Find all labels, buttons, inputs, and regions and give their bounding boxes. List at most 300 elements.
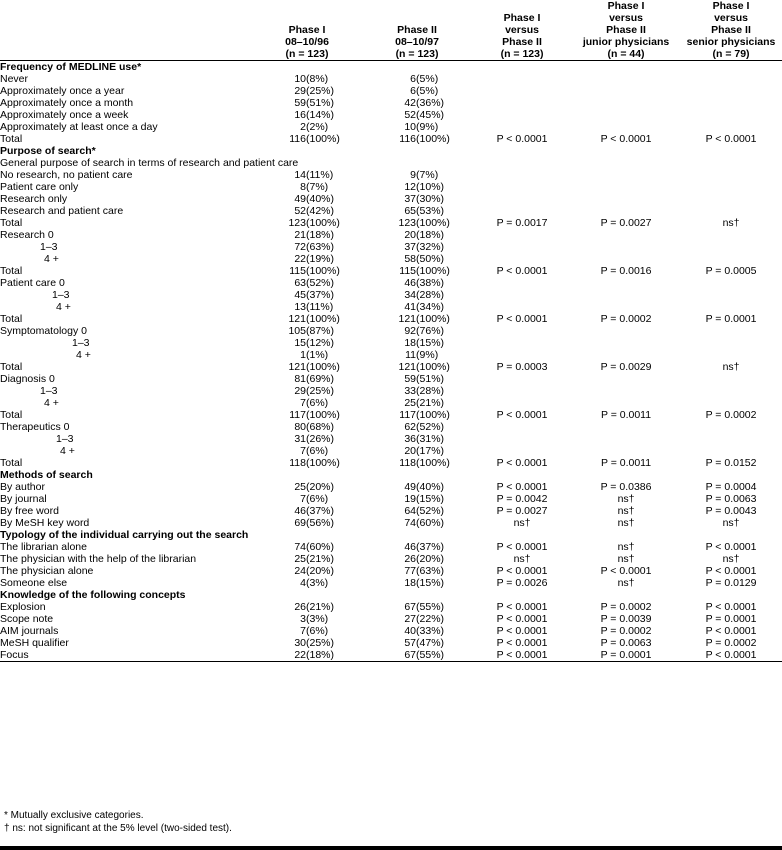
phase1-percent: (11%): [306, 301, 334, 313]
phase2-count: 65: [404, 205, 417, 217]
row-label-text: Total: [0, 409, 23, 421]
row-label-text: 1–3: [56, 433, 74, 445]
phase2-count: 33: [404, 385, 417, 397]
p-value-all: P < 0.0001: [496, 649, 548, 661]
row-label-text: Total: [0, 265, 23, 277]
phase1-count: 80: [294, 421, 306, 433]
p-value-senior: P < 0.0001: [705, 649, 757, 661]
p-value-all: [472, 73, 572, 85]
row-label: [0, 109, 252, 121]
row-label-text: By author: [0, 481, 45, 493]
row-label: [0, 193, 252, 205]
p-value-all: [472, 421, 572, 433]
p-value-junior: [572, 433, 680, 445]
phase1-count: 22: [294, 649, 306, 661]
p-value-junior: [572, 325, 680, 337]
p-value-junior: P = 0.0011: [600, 457, 652, 469]
row-label-text: 4 +: [60, 445, 75, 457]
header-line: Phase II: [711, 24, 751, 36]
phase2-count: 37: [404, 193, 417, 205]
row-label: [0, 217, 252, 229]
row-label: [0, 541, 252, 553]
phase1-percent: (18%): [306, 649, 335, 661]
phase2-count: 10: [404, 121, 417, 133]
phase1-percent: (56%): [306, 517, 335, 529]
row-label: [0, 493, 252, 505]
row-label-text: Total: [0, 457, 23, 469]
row-label: [0, 397, 252, 409]
phase2-count: 67: [404, 601, 417, 613]
p-value-senior: [680, 205, 782, 217]
phase2-count: 123: [398, 217, 417, 229]
phase1-percent: (100%): [306, 265, 340, 277]
phase1-percent: (1%): [306, 349, 329, 361]
phase1-percent: (21%): [306, 553, 335, 565]
p-value-all: P < 0.0001: [496, 541, 548, 553]
p-value-junior: ns†: [617, 505, 635, 517]
row-label-text: Total: [0, 133, 23, 145]
p-value-all: P = 0.0042: [496, 493, 548, 505]
row-label-text: Scope note: [0, 613, 54, 625]
row-label: [0, 361, 252, 373]
row-label: [0, 277, 252, 289]
phase2-percent: (17%): [416, 445, 445, 457]
p-value-junior: [572, 109, 680, 121]
p-value-senior: [680, 241, 782, 253]
row-label-text: Research 0: [0, 229, 54, 241]
row-label: [0, 229, 252, 241]
p-value-senior: [680, 73, 782, 85]
row-label: [0, 373, 252, 385]
row-label: [0, 181, 252, 193]
total-row: [0, 313, 782, 325]
phase2-percent: (38%): [416, 277, 445, 289]
row-label-text: The physician alone: [0, 565, 94, 577]
row-label-text: Approximately at least once a day: [0, 121, 158, 133]
header-line: versus: [609, 12, 643, 24]
table-row: [0, 577, 782, 589]
phase1-count: 29: [294, 85, 306, 97]
p-value-senior: P = 0.0129: [705, 577, 757, 589]
phase2-count: 18: [404, 577, 417, 589]
phase2-percent: (10%): [416, 181, 445, 193]
row-label: [0, 517, 252, 529]
p-value-senior: [680, 397, 782, 409]
phase1-percent: (3%): [306, 577, 329, 589]
p-value-all: P = 0.0026: [496, 577, 548, 589]
phase1-count: 24: [294, 565, 306, 577]
phase2-count: 74: [404, 517, 417, 529]
phase1-percent: (63%): [306, 241, 335, 253]
p-value-all: [472, 385, 572, 397]
phase1-count: 52: [294, 205, 306, 217]
phase1-percent: (18%): [306, 229, 335, 241]
header-line: junior physicians: [582, 36, 670, 48]
phase1-percent: (37%): [306, 505, 335, 517]
p-value-junior: [572, 301, 680, 313]
phase2-percent: (100%): [416, 361, 450, 373]
header-phase2: [362, 0, 472, 61]
phase1-percent: (100%): [306, 217, 340, 229]
p-value-all: [472, 277, 572, 289]
header-line: (n = 123): [500, 48, 544, 60]
row-label: [0, 97, 252, 109]
p-value-all: ns†: [513, 517, 531, 529]
row-label-text: The librarian alone: [0, 541, 87, 553]
phase2-count: 116: [399, 133, 417, 145]
phase2-count: 20: [404, 229, 417, 241]
phase2-count: 115: [399, 265, 417, 277]
row-label-text: 1–3: [52, 289, 70, 301]
section-title: Typology of the individual carrying out the search: [0, 529, 249, 541]
p-value-senior: [680, 169, 782, 181]
row-label-text: Approximately once a year: [0, 85, 125, 97]
p-value-junior: P = 0.0029: [600, 361, 652, 373]
p-value-junior: P = 0.0011: [600, 409, 652, 421]
p-value-junior: P < 0.0001: [600, 133, 652, 145]
row-label-text: 1–3: [72, 337, 90, 349]
p-value-senior: [680, 373, 782, 385]
subheading-text: General purpose of search in terms of research and patient care: [0, 157, 299, 169]
header-line: 08–10/97: [395, 36, 439, 48]
table-row: [0, 277, 782, 289]
p-value-all: P < 0.0001: [496, 625, 548, 637]
phase1-count: 7: [300, 493, 306, 505]
table-row: [0, 337, 782, 349]
phase2-percent: (15%): [416, 493, 445, 505]
p-value-junior: P = 0.0002: [600, 625, 652, 637]
p-value-senior: P < 0.0001: [705, 625, 757, 637]
row-label: [0, 253, 252, 265]
p-value-junior: P = 0.0001: [600, 649, 652, 661]
header-line: versus: [505, 24, 539, 36]
phase1-count: 69: [294, 517, 306, 529]
p-value-junior: [572, 397, 680, 409]
phase1-percent: (12%): [306, 337, 335, 349]
phase1-percent: (37%): [306, 289, 335, 301]
p-value-senior: [680, 85, 782, 97]
row-label-text: Approximately once a month: [0, 97, 134, 109]
phase2-count: 40: [404, 625, 417, 637]
phase1-percent: (26%): [306, 433, 335, 445]
row-label-text: Approximately once a week: [0, 109, 129, 121]
p-value-junior: [572, 193, 680, 205]
table-row: [0, 373, 782, 385]
phase1-count: 29: [294, 385, 306, 397]
p-value-senior: [680, 97, 782, 109]
row-label: [0, 169, 252, 181]
header-line: Phase I: [712, 0, 750, 12]
p-value-senior: [680, 193, 782, 205]
p-value-all: P < 0.0001: [496, 637, 548, 649]
p-value-all: P < 0.0001: [496, 265, 548, 277]
phase2-percent: (32%): [416, 241, 445, 253]
row-label: [0, 313, 252, 325]
header-line: Phase I: [503, 12, 541, 24]
p-value-junior: [572, 385, 680, 397]
phase2-count: 64: [404, 505, 417, 517]
phase1-percent: (8%): [306, 73, 329, 85]
phase2-percent: (52%): [416, 421, 445, 433]
row-label-text: Explosion: [0, 601, 46, 613]
phase1-percent: (11%): [306, 169, 334, 181]
phase2-count: 6: [410, 73, 417, 85]
header-compare-senior: [680, 0, 782, 61]
phase2-count: 37: [404, 241, 417, 253]
p-value-junior: [572, 445, 680, 457]
phase2-count: 18: [404, 337, 417, 349]
phase1-count: 22: [294, 253, 306, 265]
total-row: [0, 265, 782, 277]
row-label-text: Total: [0, 361, 23, 373]
row-label: [0, 289, 252, 301]
p-value-senior: [680, 349, 782, 361]
row-label: [0, 445, 252, 457]
p-value-senior: [680, 277, 782, 289]
table-row: [0, 109, 782, 121]
section-title: Knowledge of the following concepts: [0, 589, 186, 601]
p-value-senior: P = 0.0002: [705, 637, 757, 649]
header-line: (n = 123): [395, 48, 439, 60]
p-value-all: [472, 433, 572, 445]
row-label-text: Patient care 0: [0, 277, 65, 289]
table-row: [0, 325, 782, 337]
row-label: [0, 505, 252, 517]
phase2-percent: (21%): [416, 397, 445, 409]
p-value-senior: [680, 337, 782, 349]
p-value-senior: P = 0.0005: [705, 265, 757, 277]
table-row: [0, 445, 782, 457]
phase1-count: 7: [300, 445, 306, 457]
row-label-text: AIM journals: [0, 625, 59, 637]
subheading-row: [0, 157, 782, 169]
table-row: [0, 301, 782, 313]
p-value-senior: [680, 445, 782, 457]
row-label: [0, 73, 252, 85]
table-header: [0, 0, 782, 61]
phase2-count: 117: [399, 409, 417, 421]
phase2-count: 12: [404, 181, 417, 193]
p-value-junior: [572, 97, 680, 109]
phase2-percent: (53%): [416, 205, 445, 217]
table-row: [0, 517, 782, 529]
phase1-percent: (87%): [306, 325, 335, 337]
phase2-percent: (20%): [416, 553, 445, 565]
table-row: [0, 349, 782, 361]
phase1-count: 115: [289, 265, 306, 277]
row-label: [0, 325, 252, 337]
p-value-all: [472, 349, 572, 361]
phase1-count: 81: [294, 373, 306, 385]
phase2-percent: (9%): [416, 121, 439, 133]
phase2-count: 52: [404, 109, 417, 121]
row-label-text: 4 +: [76, 349, 91, 361]
table-row: [0, 541, 782, 553]
phase2-count: 67: [404, 649, 417, 661]
p-value-all: [472, 85, 572, 97]
bottom-rule: [0, 846, 782, 850]
table-row: [0, 229, 782, 241]
header-phase1: [252, 0, 362, 61]
p-value-senior: [680, 229, 782, 241]
table-row: [0, 241, 782, 253]
p-value-all: [472, 229, 572, 241]
row-label-text: Research and patient care: [0, 205, 124, 217]
row-label-text: No research, no patient care: [0, 169, 133, 181]
phase1-count: 3: [300, 613, 306, 625]
row-label-text: Diagnosis 0: [0, 373, 55, 385]
p-value-junior: [572, 169, 680, 181]
p-value-junior: [572, 85, 680, 97]
phase1-count: 14: [294, 169, 306, 181]
header-line: Phase I: [607, 0, 645, 12]
phase1-count: 4: [300, 577, 306, 589]
phase1-percent: (40%): [306, 193, 335, 205]
phase1-count: 30: [294, 637, 306, 649]
row-label: [0, 649, 252, 662]
phase1-count: 2: [300, 121, 306, 133]
phase2-percent: (22%): [416, 613, 445, 625]
phase1-percent: (6%): [306, 493, 329, 505]
table-row: [0, 505, 782, 517]
phase2-count: 62: [404, 421, 417, 433]
row-label: [0, 433, 252, 445]
phase2-count: 25: [404, 397, 417, 409]
phase2-count: 19: [404, 493, 417, 505]
phase2-count: 41: [404, 301, 417, 313]
phase1-count: 21: [294, 229, 306, 241]
p-value-junior: [572, 277, 680, 289]
phase1-count: 7: [300, 625, 306, 637]
table-row: [0, 493, 782, 505]
phase2-count: 36: [404, 433, 417, 445]
phase2-percent: (100%): [416, 313, 450, 325]
phase2-percent: (31%): [416, 433, 445, 445]
p-value-all: [472, 289, 572, 301]
phase2-percent: (100%): [416, 409, 450, 421]
total-row: [0, 133, 782, 145]
phase2-count: 59: [404, 373, 417, 385]
row-label: [0, 385, 252, 397]
p-value-senior: ns†: [722, 361, 740, 373]
phase1-percent: (25%): [306, 85, 335, 97]
p-value-all: P < 0.0001: [496, 481, 548, 493]
row-label: [0, 553, 252, 565]
phase1-count: 123: [288, 217, 306, 229]
row-label-text: 4 +: [44, 253, 59, 265]
table-row: [0, 481, 782, 493]
p-value-junior: P = 0.0063: [600, 637, 652, 649]
phase1-count: 16: [294, 109, 306, 121]
section-title: Frequency of MEDLINE use*: [0, 61, 142, 73]
phase1-percent: (100%): [306, 457, 340, 469]
p-value-senior: P = 0.0001: [705, 613, 757, 625]
section-title: Purpose of search*: [0, 145, 96, 157]
phase2-percent: (28%): [416, 289, 445, 301]
row-label: [0, 481, 252, 493]
phase1-count: 26: [294, 601, 306, 613]
phase1-percent: (21%): [306, 601, 335, 613]
total-row: [0, 217, 782, 229]
phase2-count: 46: [404, 541, 417, 553]
table-row: [0, 601, 782, 613]
phase1-count: 31: [294, 433, 306, 445]
p-value-senior: [680, 121, 782, 133]
table-row: [0, 205, 782, 217]
phase1-percent: (60%): [306, 541, 335, 553]
phase1-count: 1: [300, 349, 306, 361]
p-value-all: [472, 181, 572, 193]
phase1-percent: (100%): [306, 313, 340, 325]
row-label-text: Someone else: [0, 577, 68, 589]
phase2-percent: (40%): [416, 481, 445, 493]
row-label: [0, 121, 252, 133]
table-row: [0, 421, 782, 433]
phase1-count: 72: [294, 241, 306, 253]
section-header-row: [0, 529, 782, 541]
p-value-junior: P = 0.0039: [600, 613, 652, 625]
section-title: Methods of search: [0, 469, 93, 481]
row-label-text: 4 +: [44, 397, 59, 409]
p-value-junior: [572, 241, 680, 253]
phase2-percent: (100%): [416, 217, 450, 229]
phase2-percent: (15%): [416, 577, 445, 589]
p-value-senior: P = 0.0004: [705, 481, 757, 493]
p-value-senior: [680, 109, 782, 121]
footnote-mutually-exclusive: * Mutually exclusive categories.: [4, 810, 144, 821]
phase1-count: 63: [294, 277, 306, 289]
phase2-percent: (33%): [416, 625, 445, 637]
row-label: [0, 637, 252, 649]
phase2-percent: (45%): [416, 109, 445, 121]
footnotes: [4, 809, 232, 835]
row-label-text: 1–3: [40, 385, 58, 397]
phase2-percent: (100%): [416, 457, 450, 469]
p-value-senior: P = 0.0063: [705, 493, 757, 505]
phase1-percent: (42%): [306, 205, 335, 217]
phase2-percent: (7%): [416, 169, 439, 181]
phase1-count: 7: [300, 397, 306, 409]
p-value-junior: [572, 337, 680, 349]
phase2-percent: (100%): [416, 265, 450, 277]
phase2-percent: (47%): [416, 637, 445, 649]
phase2-count: 20: [404, 445, 417, 457]
table-row: [0, 637, 782, 649]
phase2-percent: (5%): [416, 73, 439, 85]
section-header-row: [0, 469, 782, 481]
phase2-count: 42: [404, 97, 417, 109]
section-header-row: [0, 589, 782, 601]
p-value-all: [472, 253, 572, 265]
table-row: [0, 433, 782, 445]
table-row: [0, 193, 782, 205]
phase2-percent: (34%): [416, 301, 445, 313]
p-value-senior: [680, 385, 782, 397]
phase2-percent: (37%): [416, 541, 445, 553]
row-label-text: MeSH qualifier: [0, 637, 69, 649]
p-value-junior: [572, 205, 680, 217]
row-label-text: By free word: [0, 505, 59, 517]
row-label: [0, 133, 252, 145]
table-row: [0, 121, 782, 133]
p-value-senior: P = 0.0001: [705, 313, 757, 325]
p-value-senior: ns†: [722, 517, 740, 529]
row-label: [0, 241, 252, 253]
row-label: [0, 409, 252, 421]
header-line: Phase I: [288, 24, 326, 36]
row-label-text: Therapeutics 0: [0, 421, 70, 433]
row-label-text: Patient care only: [0, 181, 79, 193]
